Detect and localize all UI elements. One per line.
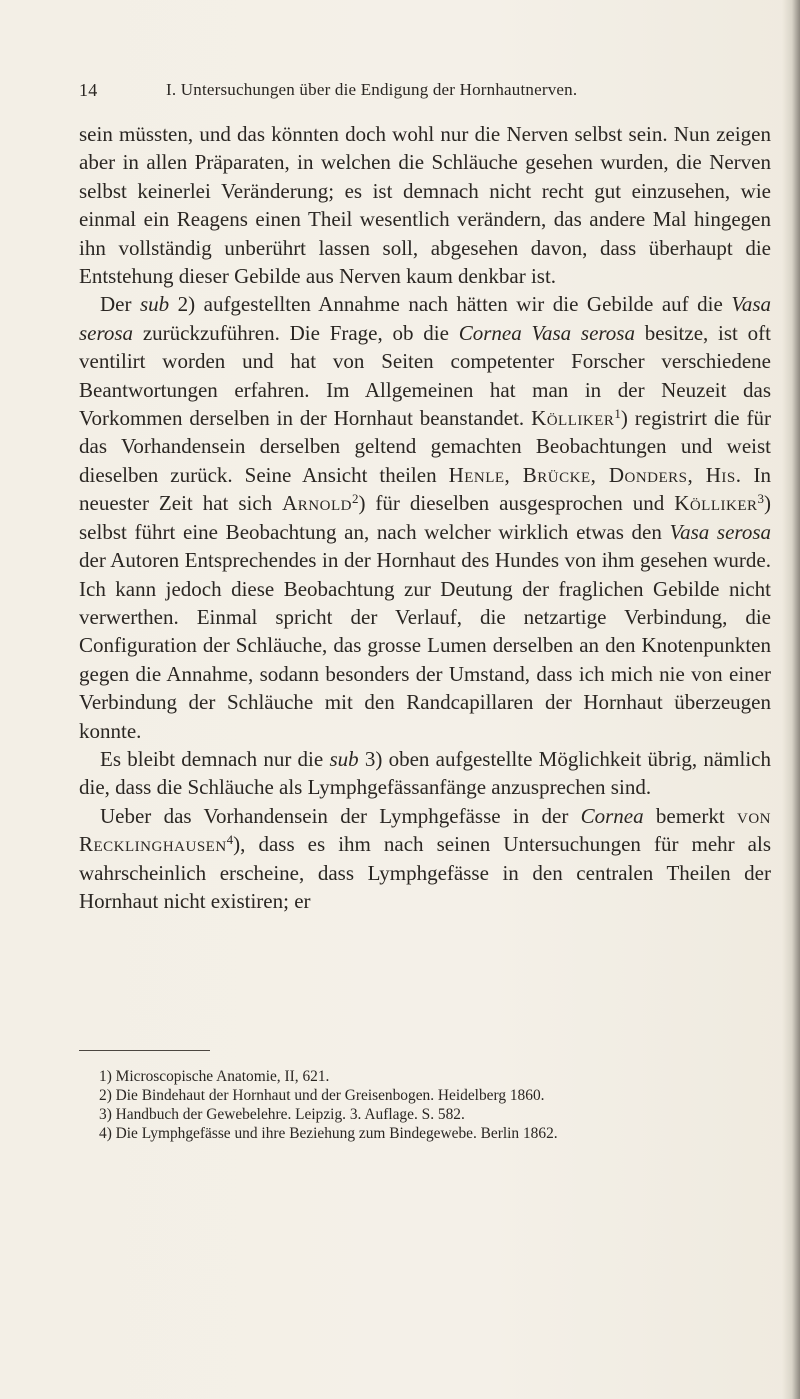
author-name: Arnold <box>282 491 352 516</box>
running-title: I. Untersuchungen über die Endigung der Hornhautnerven. <box>166 80 578 99</box>
text-run: zurückzuführen. Die Frage, ob die <box>133 320 459 345</box>
text-run: besitze, ist oft ventilirt worden und hat von Seiten competenter Forscher verschiedene Beantwortungen erfahren. Im Allgemeinen hat man in der Neuzeit das Vorkommen derselben in der Hornhaut beanstandet. <box>79 320 771 431</box>
footnote-1: 1) Microscopische Anatomie, II, 621. <box>99 1068 330 1085</box>
author-name: Kölliker <box>531 406 615 431</box>
text-run: ) registrirt die für das Vorhandensein derselben geltend gemachten Beobachtungen und weist dieselben zurück. Seine Ansicht theilen <box>79 406 771 487</box>
footnote-2: 2) Die Bindehaut der Hornhaut und der Greisenbogen. Heidelberg 1860. <box>99 1087 545 1104</box>
text-run: bemerkt <box>643 803 737 828</box>
italic-term: Vasa serosa <box>79 292 771 345</box>
paragraph-4 <box>79 802 771 916</box>
italic-term: Cornea Vasa serosa <box>458 320 635 345</box>
author-names: Henle, Brücke, Donders, His. <box>448 462 742 487</box>
footnote-marker: 4 <box>226 832 234 848</box>
text-run: 2) aufgestellten Annahme nach hätten wir die Gebilde auf die <box>169 292 732 317</box>
footnote-3: 3) Handbuch der Gewebelehre. Leipzig. 3. Auflage. S. 582. <box>99 1106 465 1123</box>
footnote-marker: 2 <box>351 491 359 507</box>
footnote-marker: 1 <box>614 406 621 422</box>
text-run: ) selbst führt eine Beobachtung an, nach welcher wirklich etwas den <box>79 491 772 544</box>
body-text <box>79 120 771 915</box>
footnote-4: 4) Die Lymphgefässe und ihre Beziehung zum Bindegewebe. Berlin 1862. <box>99 1125 558 1142</box>
italic-sub: sub <box>139 292 170 317</box>
text-run: ), dass es ihm nach seinen Untersuchungen für mehr als wahrscheinlich erscheine, dass Lymphgefässe in den centralen Theilen der Hornhaut nicht existiren; er <box>79 832 771 913</box>
page-binding-edge <box>782 0 800 1399</box>
text-run: 3) oben aufgestellte Möglichkeit übrig, nämlich die, dass die Schläuche als Lymphgefässanfänge anzusprechen sind. <box>79 746 771 800</box>
author-name: Kölliker <box>674 491 758 516</box>
italic-term: Vasa serosa <box>669 519 771 544</box>
text-run: der Autoren Entsprechendes in der Hornhaut des Hundes von ihm gesehen wurde. Ich kann jedoch diese Beobachtung zur Deutung der fraglichen Gebilde nicht verwerthen. Einmal spricht der Verlauf, die netzartige Verbindung, die Configuration der Schläuche, das grosse Lumen derselben an den Knotenpunkten gegen die Annahme, sodann besonders der Umstand, dass ich mich nie von einer Verbindung der Schläuche mit den Randcapillaren der Hornhaut überzeugen konnte. <box>79 548 771 743</box>
text-run: In neuester Zeit hat sich <box>79 462 771 516</box>
text-run: Es bleibt demnach nur die <box>100 746 330 771</box>
italic-sub: sub <box>329 746 359 771</box>
paragraph-3 <box>79 745 771 802</box>
text-run: ) für dieselben ausgesprochen und <box>358 491 675 516</box>
paragraph-2 <box>79 290 771 745</box>
text-run: Ueber das Vorhandensein der Lymphgefässe in der <box>100 803 581 828</box>
paragraph-1: sein müssten, und das könnten doch wohl nur die Nerven selbst sein. Nun zeigen aber in allen Präparaten, in welchen die Schläuche gesehen wurden, die Nerven selbst keinerlei Veränderung; es ist demnach nicht recht gut einzusehen, wie einmal ein Reagens einen Theil wesentlich verändern, das andere Mal hingegen ihn vollständig unberührt lassen soll, abgesehen davon, dass überhaupt die Entstehung dieser Gebilde aus Nerven kaum denkbar ist. <box>79 122 771 289</box>
page-number: 14 <box>79 80 98 100</box>
running-header <box>79 80 769 104</box>
footnote-marker: 3 <box>757 491 765 507</box>
footnotes <box>99 1067 779 1143</box>
italic-term: Cornea <box>580 803 644 828</box>
footnote-divider <box>79 1050 210 1051</box>
text-run: Der <box>100 292 140 317</box>
author-name: von Recklinghausen <box>79 803 771 857</box>
